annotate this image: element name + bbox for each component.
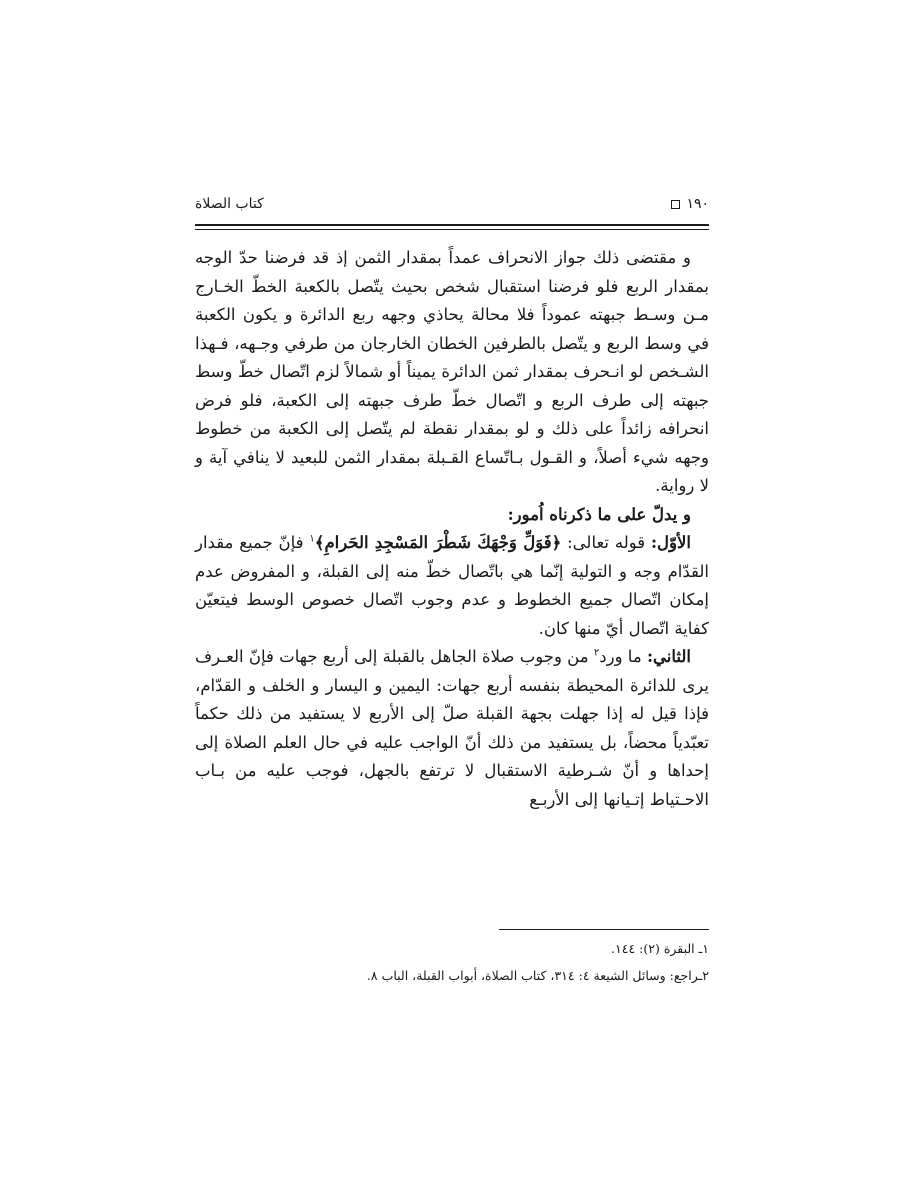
paragraph-4-intro: ما ورد (599, 647, 642, 666)
page-number-group (671, 196, 709, 212)
footnote-1: ١ـ البقرة (٢): ١٤٤. (611, 941, 709, 956)
paragraph-3-rest: فإنّ جميع مقدار القدّام وجه و التولية إنّما هي باتّصال خطّ منه إلى القبلة، و المفروض عدم إمكان اتّصال جميع الخطوط و عدم وجوب اتّصال خصوص الوسط فيتعيّن كفاية اتّصال أيّ منها كان. (195, 533, 709, 638)
footnotes (195, 935, 709, 989)
page-number: ١٩٠ (686, 196, 709, 212)
footnote-separator (499, 929, 709, 930)
paragraph-1: و مقتضى ذلك جواز الانحراف عمداً بمقدار الثمن إذ قد فرضنا حدّ الوجه بمقدار الربع فلو فرضنا استقبال شخص بحيث يتّصل بالكعبة الخطّ الخـارج مـن وسـط جبهته عموداً فلا محالة يحاذي وجهه ربع الدائرة و يكون الكعبة في وسط الربع و يتّصل بالطرفين الخطان الخارجان من طرفي وجـهه، فـهذا الشـخص لو انـحرف بمقدار ثمن الدائرة يميناً أو شمالاً لزم اتّصال خطّ وسط جبهته إلى طرف الربع و اتّصال خطّ طرف جبهته إلى الكعبة، فلو فرض انحرافه زائداً على ذلك و لو بمقدار نقطة لم يتّصل إلى الكعبة من خطوط وجهه شيء أصلاً، و القـول بـاتّساع القـبلة بمقدار الثمن للبعيد لا ينافي آية و لا رواية. (195, 248, 709, 495)
paragraph-4-rest: من وجوب صلاة الجاهل بالقبلة إلى أربع جهات فإنّ العـرف يرى للدائرة المحيطة بنفسه أربع جهات: اليمين و اليسار و الخلف و القدّام، فإذا قيل له إذا جهلت بجهة القبلة صلّ إلى الأربع لا يستفيد من ذلك حكماً تعبّدياً محضاً، بل يستفيد من ذلك أنّ الواجب عليه في حال العلم الصلاة إلى إحداها و أنّ شـرطية الاستقبال لا ترتفع بالجهل، فوجب عليه من بـاب الاحـتياط إتـيانها إلى الأربـع (195, 647, 709, 809)
running-title: كتاب الصلاة (195, 196, 264, 212)
point-label-second: الثاني: (646, 647, 692, 666)
quote-intro: قوله تعالى: (567, 533, 646, 552)
footnote-ref-1[interactable]: ١ (309, 533, 315, 545)
paragraph-2: و يدلّ على ما ذكرناه اُمور: (507, 504, 691, 524)
header-rule-thick (195, 224, 709, 226)
quran-verse: ﴿فَوَلِّ وَجْهَكَ شَطْرَ المَسْجِدِ الحَرامِ﴾ (314, 533, 562, 552)
footnote-2: ٢ـراجع: وسائل الشيعة ٤: ٣١٤، كتاب الصلاة، أبواب القبلة، الباب ٨. (366, 968, 709, 983)
square-icon (671, 200, 680, 209)
paragraph-3 (195, 529, 709, 643)
header-rule-thin (195, 229, 709, 230)
paragraph-4 (195, 643, 709, 814)
point-label-first: الأوّل: (650, 533, 692, 552)
page-header (195, 196, 709, 218)
footnote-ref-2[interactable]: ٢ (593, 647, 600, 659)
main-text (195, 244, 709, 814)
